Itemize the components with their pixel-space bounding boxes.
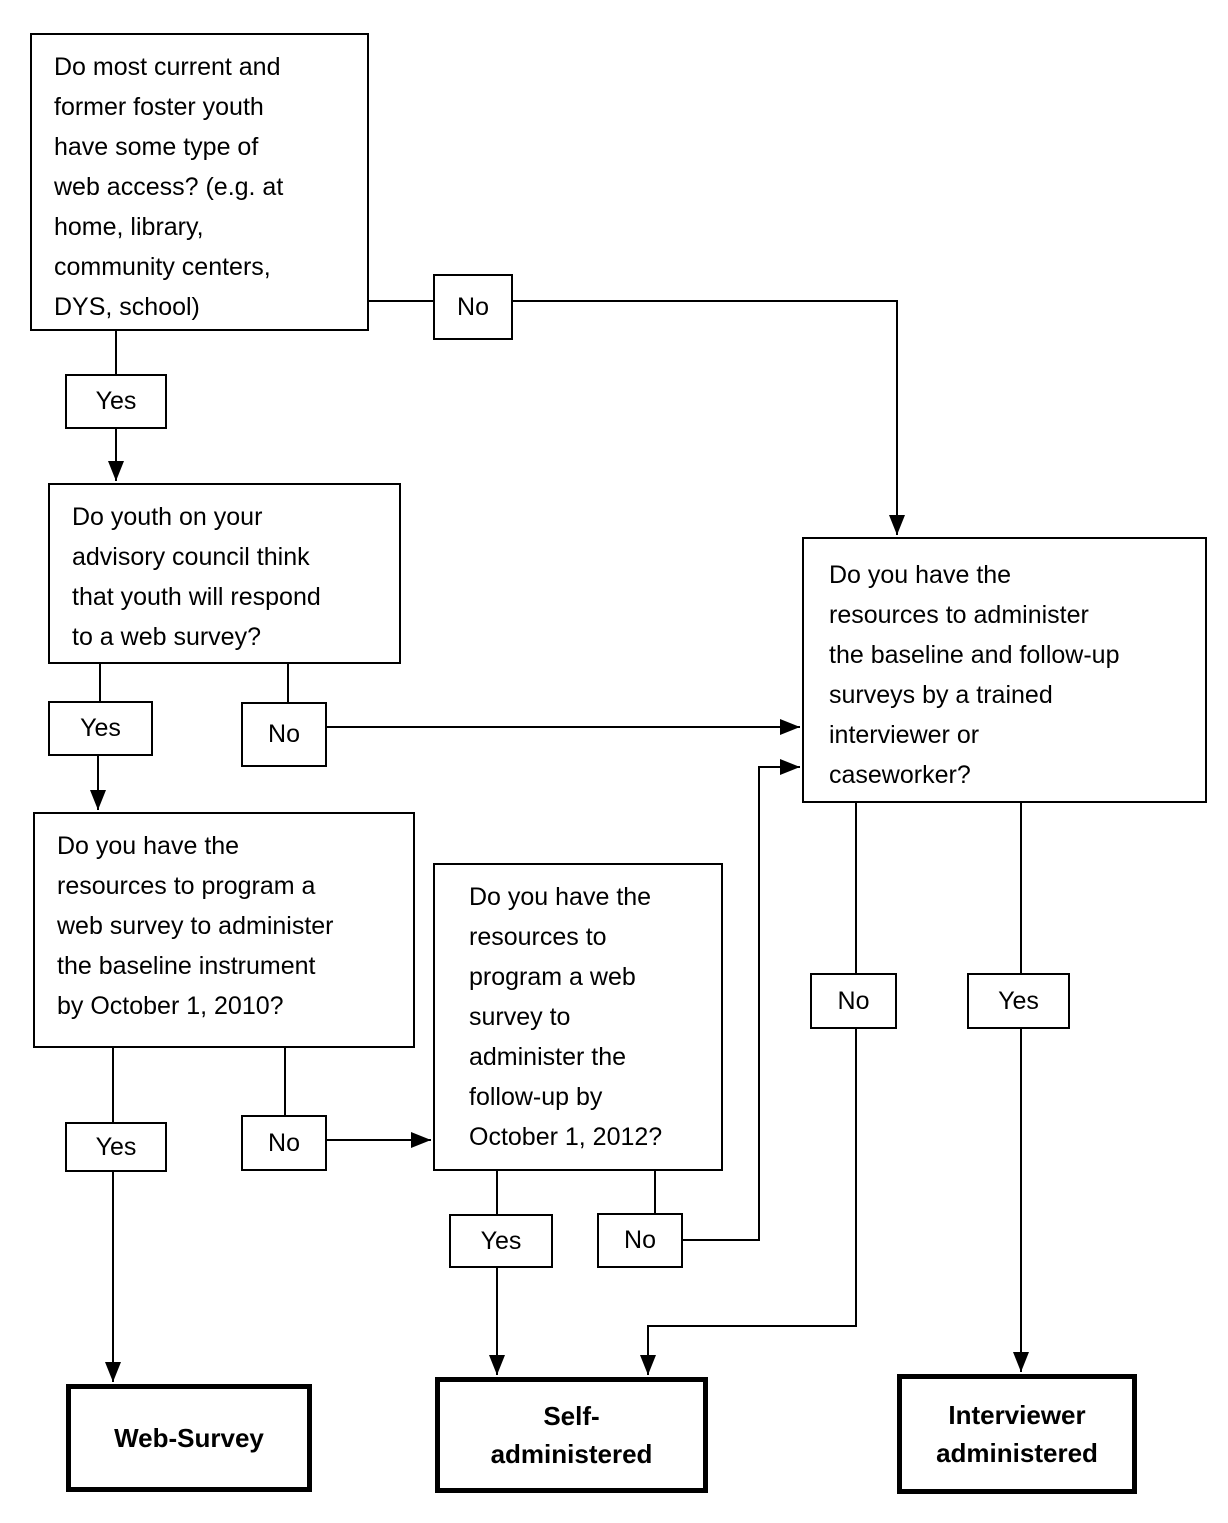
question-interviewer-resources-label: Do you have the resources to administer the baseline and follow-up surveys by a trained interviewer or caseworker?	[829, 561, 1120, 789]
answer-q4-yes-label: Yes	[480, 1226, 522, 1255]
outcome-web-survey	[66, 1384, 312, 1492]
question-program-baseline	[33, 812, 415, 1048]
answer-q3-yes-label: Yes	[95, 1132, 137, 1161]
answer-q2-no	[241, 702, 327, 767]
answer-q5-yes	[967, 973, 1070, 1029]
question-web-access	[30, 33, 369, 331]
answer-q2-yes-label: Yes	[80, 714, 121, 742]
answer-q2-no-label: No	[268, 720, 300, 748]
answer-q5-no	[810, 973, 897, 1029]
question-program-follow-up	[433, 863, 723, 1171]
answer-q1-yes	[65, 374, 167, 429]
question-program-baseline-label: Do you have the resources to program a web survey to administer the baseline instrument by October 1, 2010?	[57, 832, 334, 1020]
outcome-self-administered	[435, 1377, 708, 1493]
question-program-follow-up-label: Do you have the resources to program a web survey to administer the follow-up by October 1, 2012?	[469, 883, 663, 1151]
edge-q1-no-to-q5	[512, 301, 897, 535]
outcome-interviewer-administered-label: Interviewer administered	[936, 1400, 1098, 1468]
outcome-web-survey-label: Web-Survey	[114, 1423, 264, 1453]
answer-q2-yes	[48, 701, 153, 756]
question-advisory-council	[48, 483, 401, 664]
answer-q1-yes-label: Yes	[95, 387, 137, 415]
outcome-self-administered-label: Self- administered	[490, 1401, 653, 1469]
answer-q5-no-label: No	[837, 986, 870, 1015]
question-advisory-council-label: Do youth on your advisory council think that youth will respond to a web survey?	[72, 503, 321, 651]
answer-q4-no	[597, 1213, 683, 1268]
answer-q4-no-label: No	[624, 1226, 656, 1254]
question-web-access-label: Do most current and former foster youth have some type of web access? (e.g. at home, library, community centers, DYS, school)	[54, 53, 284, 321]
answer-q1-no	[433, 274, 513, 340]
answer-q3-yes	[65, 1122, 167, 1172]
answer-q1-no-label: No	[457, 292, 489, 321]
answer-q5-yes-label: Yes	[998, 986, 1039, 1015]
question-interviewer-resources	[802, 537, 1207, 803]
answer-q3-no	[241, 1115, 327, 1171]
answer-q4-yes	[449, 1214, 553, 1268]
answer-q3-no-label: No	[268, 1128, 300, 1157]
outcome-interviewer-administered	[897, 1374, 1137, 1494]
